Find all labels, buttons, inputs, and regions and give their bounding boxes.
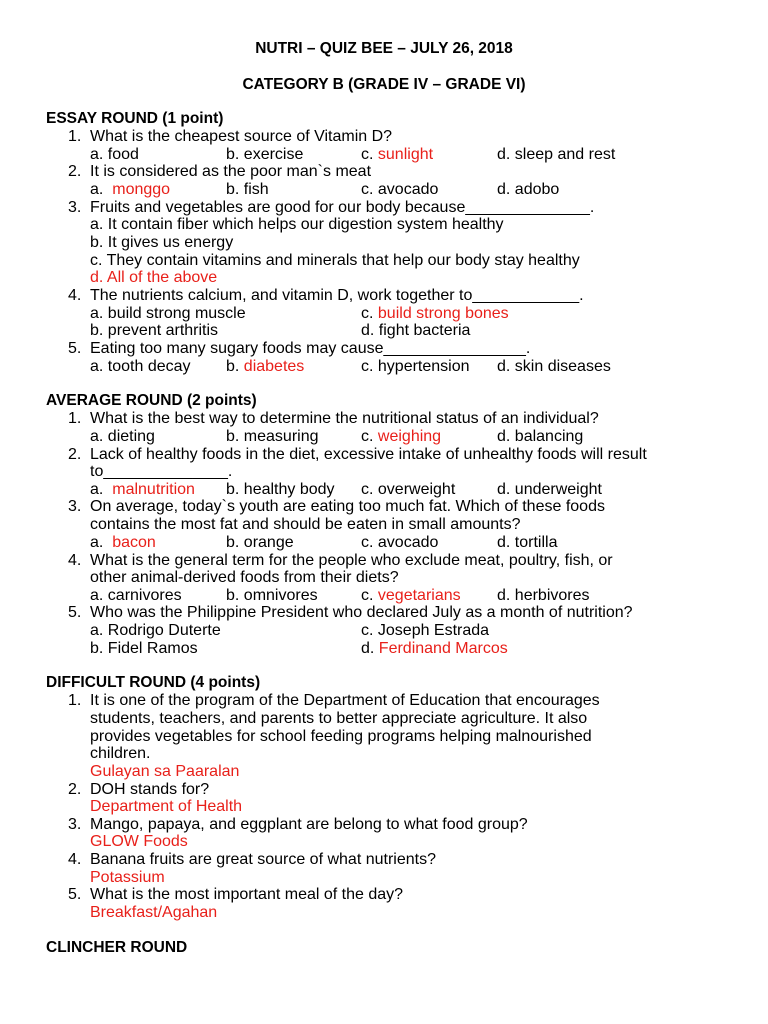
essay-round-heading: ESSAY ROUND (1 point) xyxy=(46,110,224,127)
option-c: c. overweight xyxy=(361,481,456,498)
question-text-cont: to______________. xyxy=(90,463,233,480)
question-number: 5. xyxy=(68,340,82,357)
question-text-cont: students, teachers, and parents to better appreciate agriculture. It also xyxy=(90,710,588,727)
option-d: d. skin diseases xyxy=(497,358,611,375)
option-a xyxy=(90,181,170,199)
option-a: a. carnivores xyxy=(90,587,182,604)
question-text-cont: children. xyxy=(90,745,151,762)
question-text-cont: contains the most fat and should be eaten in small amounts? xyxy=(90,516,521,533)
option-b: b. omnivores xyxy=(226,587,318,604)
question-text: DOH stands for? xyxy=(90,781,210,798)
question-number: 2. xyxy=(68,781,82,798)
question-number: 5. xyxy=(68,886,82,903)
question-text: Banana fruits are great source of what nutrients? xyxy=(90,851,436,868)
question-text: What is the general term for the people who exclude meat, poultry, fish, or xyxy=(90,552,613,569)
question-number: 2. xyxy=(68,163,82,180)
correct-answer: Ferdinand Marcos xyxy=(378,640,508,657)
question-text: It is one of the program of the Department of Education that encourages xyxy=(90,692,600,709)
option-prefix: c. xyxy=(361,146,374,163)
option-a: a. Rodrigo Duterte xyxy=(90,622,221,639)
option-a xyxy=(90,481,195,499)
question-text: It is considered as the poor man`s meat xyxy=(90,163,372,180)
option-c xyxy=(361,305,509,323)
correct-answer: monggo xyxy=(112,181,171,198)
option-b xyxy=(226,358,304,376)
option-c: c. avocado xyxy=(361,534,439,551)
answer: Potassium xyxy=(90,869,165,886)
question-number: 2. xyxy=(68,446,82,463)
question-text: What is the cheapest source of Vitamin D? xyxy=(90,128,393,145)
option-b: b. exercise xyxy=(226,146,304,163)
option-d: d. balancing xyxy=(497,428,584,445)
question-number: 3. xyxy=(68,816,82,833)
correct-answer: bacon xyxy=(112,534,156,551)
option-c: c. avocado xyxy=(361,181,439,198)
answer: GLOW Foods xyxy=(90,833,188,850)
question-text: Fruits and vegetables are good for our body because______________. xyxy=(90,199,595,216)
option-a xyxy=(90,534,156,552)
option-c: c. Joseph Estrada xyxy=(361,622,490,639)
document-category: CATEGORY B (GRADE IV – GRADE VI) xyxy=(242,76,526,93)
question-number: 1. xyxy=(68,692,82,709)
question-text: The nutrients calcium, and vitamin D, work together to____________. xyxy=(90,287,584,304)
option-b: b. fish xyxy=(226,181,269,198)
option-a: a. It contain fiber which helps our digestion system healthy xyxy=(90,216,504,233)
question-text: Eating too many sugary foods may cause________________. xyxy=(90,340,531,357)
option-c xyxy=(361,428,441,446)
option-b: b. healthy body xyxy=(226,481,335,498)
question-number: 4. xyxy=(68,552,82,569)
option-prefix: d. xyxy=(361,640,375,657)
option-prefix: a. xyxy=(90,534,104,551)
question-number: 3. xyxy=(68,199,82,216)
option-d: d. tortilla xyxy=(497,534,558,551)
option-d: d. adobo xyxy=(497,181,560,198)
question-number: 1. xyxy=(68,410,82,427)
option-a: a. dieting xyxy=(90,428,155,445)
option-d: d. fight bacteria xyxy=(361,322,471,339)
option-a: a. tooth decay xyxy=(90,358,191,375)
average-round-heading: AVERAGE ROUND (2 points) xyxy=(46,392,257,409)
answer: Breakfast/Agahan xyxy=(90,904,218,921)
option-c: c. hypertension xyxy=(361,358,470,375)
option-b: b. It gives us energy xyxy=(90,234,234,251)
option-d: d. sleep and rest xyxy=(497,146,616,163)
option-prefix: c. xyxy=(361,428,374,445)
question-text-cont: other animal-derived foods from their diets? xyxy=(90,569,399,586)
option-prefix: c. xyxy=(361,587,374,604)
option-a: a. food xyxy=(90,146,139,163)
correct-answer: diabetes xyxy=(243,358,305,375)
correct-answer: build strong bones xyxy=(377,305,509,322)
option-c xyxy=(361,146,433,164)
question-text: What is the most important meal of the day? xyxy=(90,886,404,903)
question-text: On average, today`s youth are eating too much fat. Which of these foods xyxy=(90,498,605,515)
question-text: Who was the Philippine President who declared July as a month of nutrition? xyxy=(90,604,633,621)
option-prefix: a. xyxy=(90,181,104,198)
answer: Gulayan sa Paaralan xyxy=(90,763,240,780)
question-number: 3. xyxy=(68,498,82,515)
option-d-correct: d. All of the above xyxy=(90,269,218,286)
question-text-cont: provides vegetables for school feeding programs helping malnourished xyxy=(90,728,592,745)
clincher-round-heading: CLINCHER ROUND xyxy=(46,939,188,956)
option-b: b. orange xyxy=(226,534,294,551)
option-b: b. prevent arthritis xyxy=(90,322,219,339)
difficult-round-heading: DIFFICULT ROUND (4 points) xyxy=(46,674,261,691)
option-prefix: c. xyxy=(361,305,374,322)
correct-answer: vegetarians xyxy=(377,587,461,604)
option-d: d. underweight xyxy=(497,481,602,498)
option-a: a. build strong muscle xyxy=(90,305,246,322)
option-d xyxy=(361,640,508,658)
question-number: 4. xyxy=(68,287,82,304)
question-number: 5. xyxy=(68,604,82,621)
option-b: b. measuring xyxy=(226,428,319,445)
question-text: Mango, papaya, and eggplant are belong to what food group? xyxy=(90,816,528,833)
answer: Department of Health xyxy=(90,798,243,815)
document-title: NUTRI – QUIZ BEE – JULY 26, 2018 xyxy=(255,40,513,57)
question-text: Lack of healthy foods in the diet, excessive intake of unhealthy foods will result xyxy=(90,446,647,463)
question-number: 4. xyxy=(68,851,82,868)
option-c: c. They contain vitamins and minerals that help our body stay healthy xyxy=(90,252,580,269)
option-b: b. Fidel Ramos xyxy=(90,640,198,657)
question-number: 1. xyxy=(68,128,82,145)
question-text: What is the best way to determine the nutritional status of an individual? xyxy=(90,410,599,427)
option-c xyxy=(361,587,461,605)
correct-answer: weighing xyxy=(377,428,442,445)
correct-answer: sunlight xyxy=(377,146,434,163)
option-prefix: a. xyxy=(90,481,104,498)
correct-answer: malnutrition xyxy=(112,481,195,498)
option-prefix: b. xyxy=(226,358,240,375)
option-d: d. herbivores xyxy=(497,587,590,604)
